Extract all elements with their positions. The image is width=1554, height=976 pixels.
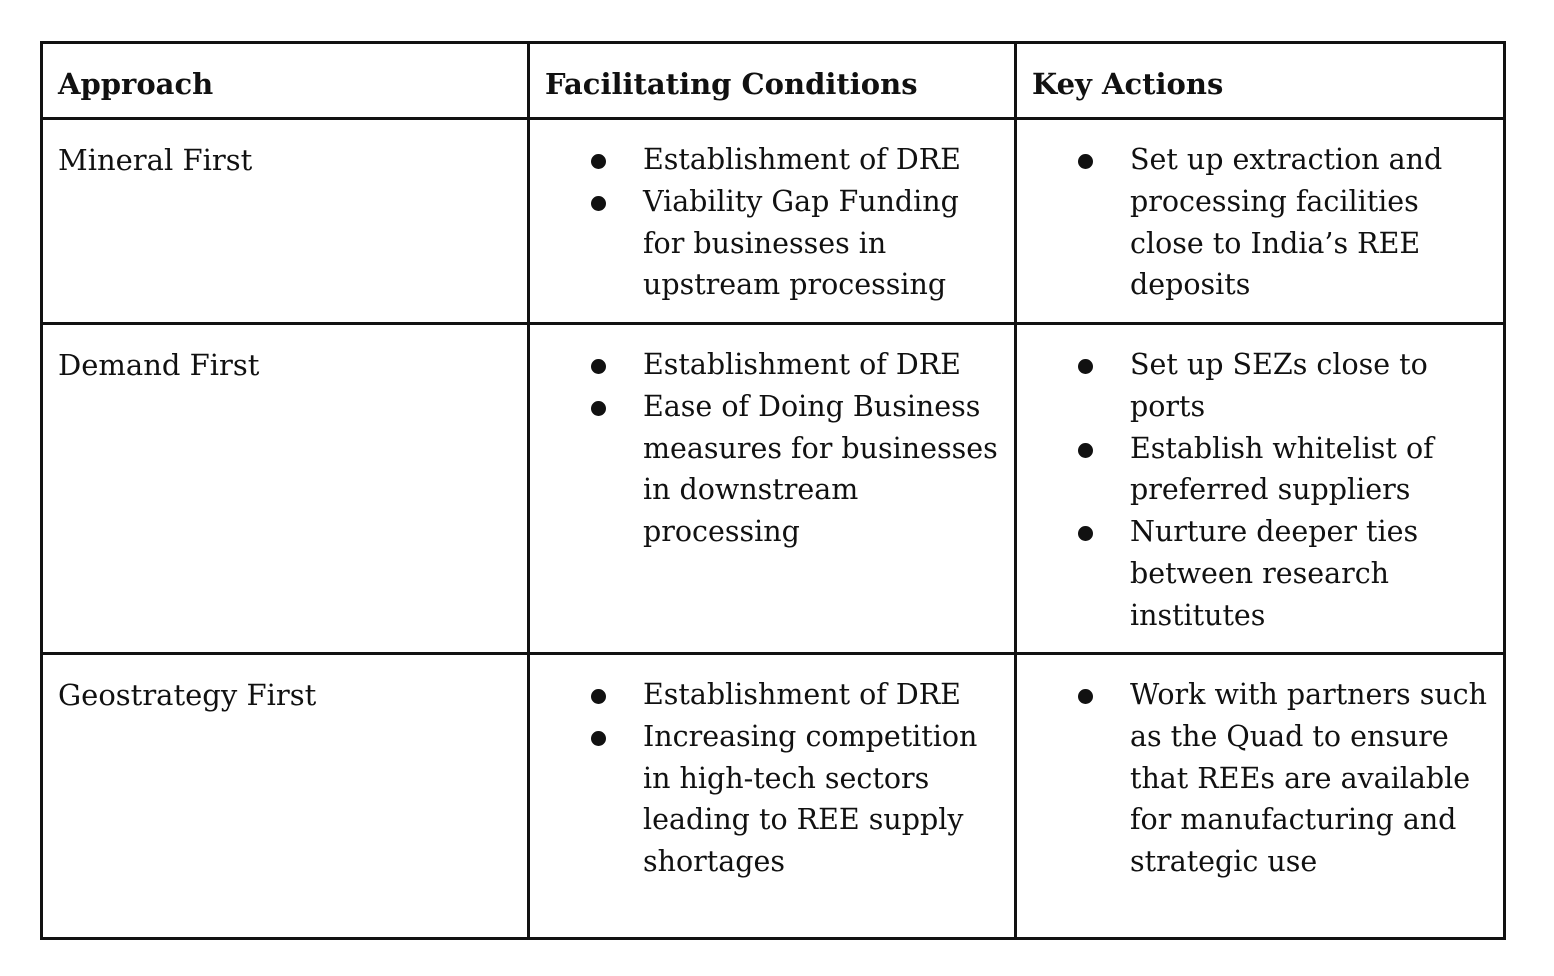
row-mineral-first-conditions [530, 120, 1017, 325]
row-demand-first-conditions [530, 325, 1017, 655]
row-geostrategy-first-approach: Geostrategy First [43, 655, 530, 937]
actions-list [1017, 674, 1489, 883]
list-item: Work with partners such as the Quad to ensure that REEs are available for manufacturing and strategic use [1017, 674, 1489, 883]
list-item: Establish whitelist of preferred suppliers [1017, 428, 1489, 512]
header-key-actions: Key Actions [1017, 44, 1503, 120]
conditions-list [530, 139, 1000, 306]
row-geostrategy-first-actions [1017, 655, 1503, 937]
list-item: Set up SEZs close to ports [1017, 344, 1489, 428]
list-item: Establishment of DRE [530, 139, 1000, 181]
list-item: Set up extraction and processing facilities close to India’s REE deposits [1017, 139, 1489, 306]
approach-table [40, 41, 1506, 940]
row-demand-first-approach: Demand First [43, 325, 530, 655]
actions-list [1017, 344, 1489, 637]
conditions-list [530, 674, 1000, 883]
list-item: Establishment of DRE [530, 344, 1000, 386]
list-item: Viability Gap Funding for businesses in upstream processing [530, 181, 1000, 306]
actions-list [1017, 139, 1489, 306]
row-geostrategy-first-conditions [530, 655, 1017, 937]
list-item: Nurture deeper ties between research institutes [1017, 511, 1489, 636]
list-item: Increasing competition in high-tech sectors leading to REE supply shortages [530, 716, 1000, 883]
list-item: Establishment of DRE [530, 674, 1000, 716]
list-item: Ease of Doing Business measures for businesses in downstream processing [530, 386, 1000, 553]
row-mineral-first-approach: Mineral First [43, 120, 530, 325]
row-mineral-first-actions [1017, 120, 1503, 325]
conditions-list [530, 344, 1000, 553]
header-approach: Approach [43, 44, 530, 120]
header-facilitating-conditions: Facilitating Conditions [530, 44, 1017, 120]
row-demand-first-actions [1017, 325, 1503, 655]
